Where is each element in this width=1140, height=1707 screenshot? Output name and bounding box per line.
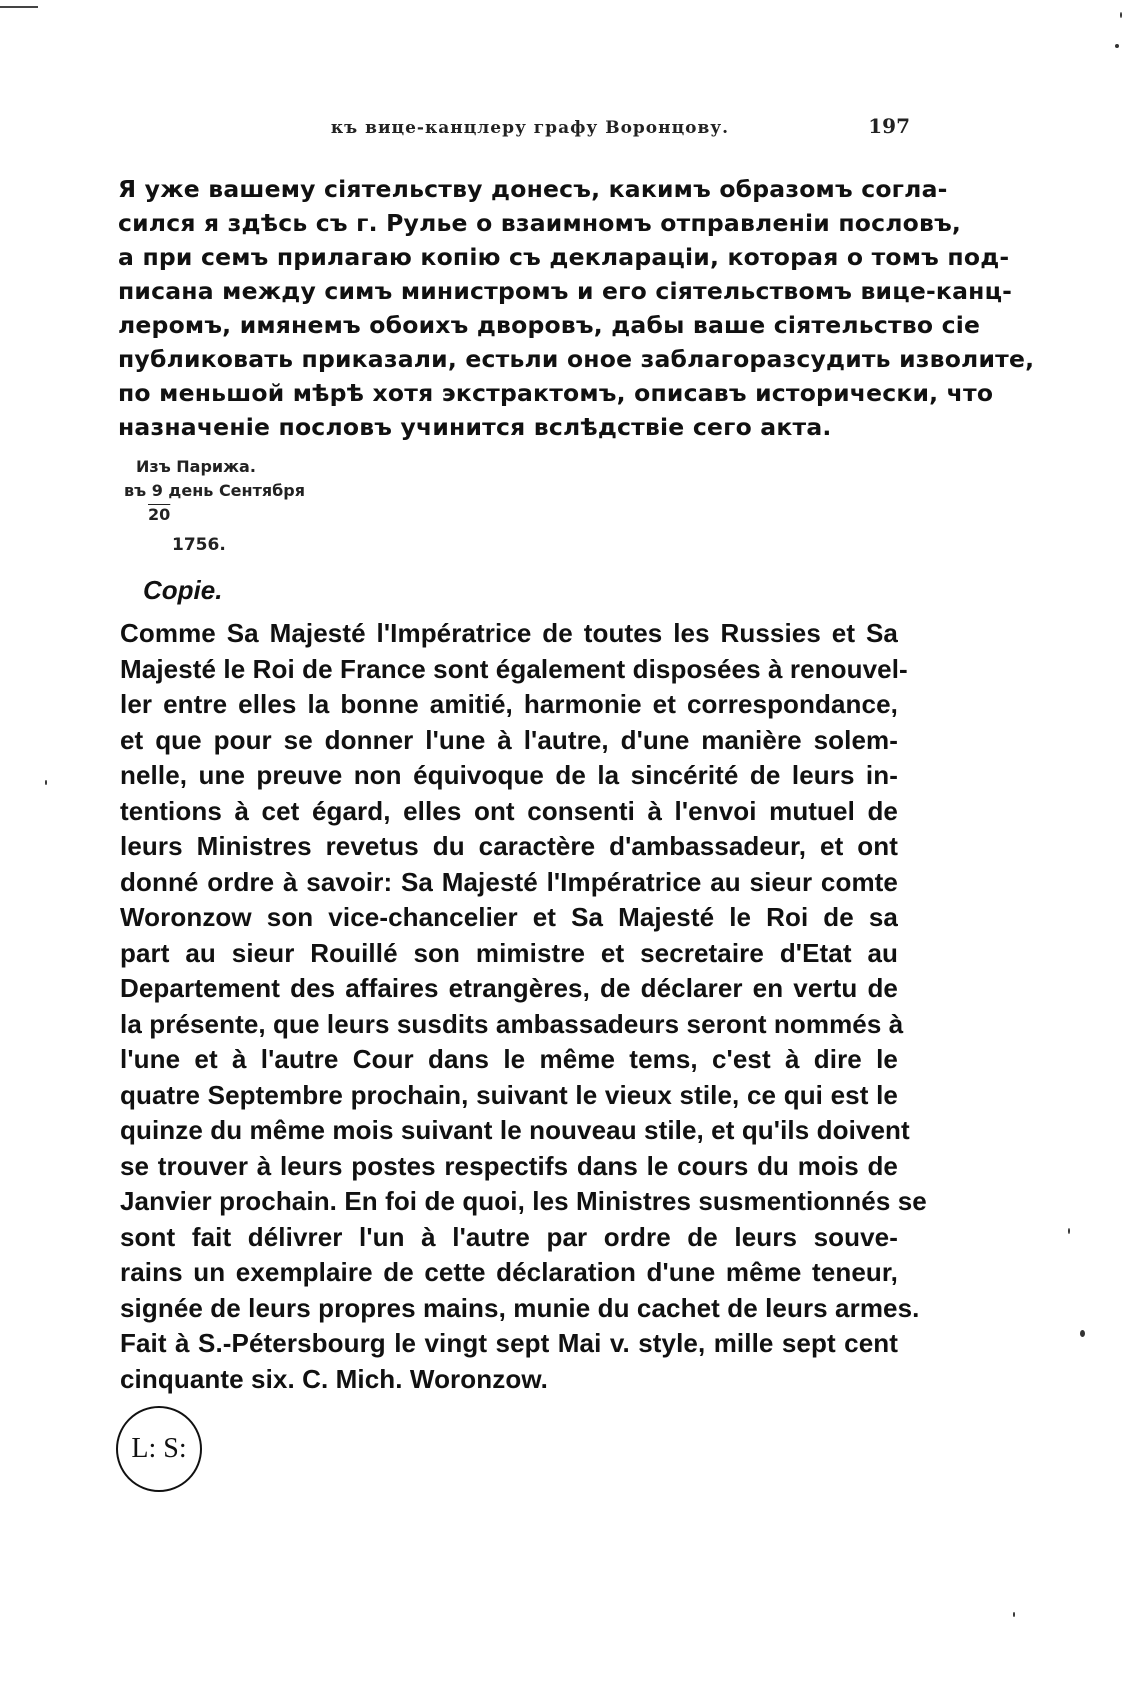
french-declaration-text — [120, 616, 927, 1397]
date-line: въ 9 день Сентября — [124, 481, 306, 500]
text-line: tentions à cet égard, elles ont consenti à l'envoi mutuel de — [120, 795, 898, 826]
text-line: Woronzow son vice-chancelier et Sa Majesté le Roi de sa — [120, 902, 898, 932]
copy-heading: Copie. — [143, 575, 223, 605]
seal-text: L: S: — [131, 1433, 187, 1464]
text-line: et que pour se donner l'une à l'autre, d'une manière solem- — [120, 724, 898, 755]
scan-speck — [1115, 44, 1119, 48]
text-line: ler entre elles la bonne amitié, harmonie et correspondance, — [120, 689, 898, 719]
seal-stamp — [116, 1406, 202, 1492]
text-line: по меньшой мѣрѣ хотя экстрактомъ, описавъ исторически, что — [118, 379, 994, 407]
top-edge-rule — [0, 6, 38, 8]
text-line: писана между симъ министромъ и его сіятельствомъ вице-канц- — [118, 277, 1013, 305]
text-line: la présente, que leurs susdits ambassadeurs seront nommés à — [120, 1008, 904, 1039]
scan-speck — [1080, 1330, 1085, 1337]
text-line: сился я здѣсь съ г. Рулье о взаимномъ отправленіи пословъ, — [118, 209, 962, 237]
text-line: se trouver à leurs postes respectifs dans le cours du mois de — [120, 1150, 898, 1181]
text-line: Я уже вашему сіятельству донесъ, какимъ образомъ согла- — [118, 175, 948, 203]
text-line: leurs Ministres revetus du caractère d'ambassadeur, et ont — [120, 831, 898, 861]
place-and-date — [124, 455, 305, 559]
text-line: signée de leurs propres mains, munie du cachet de leurs armes. — [120, 1292, 920, 1323]
text-line: rains un exemplaire de cette déclaration d'une même teneur, — [120, 1257, 898, 1287]
text-line: nelle, une preuve non équivoque de la sincérité de leurs in- — [120, 760, 898, 790]
russian-letter-text — [118, 172, 1035, 444]
scan-speck — [45, 780, 47, 785]
text-line: quatre Septembre prochain, suivant le vieux stile, ce qui est le — [120, 1079, 898, 1110]
text-line: sont fait délivrer l'un à l'autre par ordre de leurs souve- — [120, 1221, 898, 1252]
text-line: Janvier prochain. En foi de quoi, les Ministres susmentionnés se — [120, 1186, 927, 1216]
year-line: 1756. — [172, 535, 226, 555]
text-line: cinquante six. C. Mich. Woronzow. — [120, 1363, 548, 1394]
text-line: donné ordre à savoir: Sa Majesté l'Impératrice au sieur comte — [120, 866, 898, 897]
text-line: леромъ, имянемъ обоихъ дворовъ, дабы ваше сіятельство сіе — [118, 311, 981, 339]
new-style-day: 20 — [148, 505, 171, 524]
text-line: quinze du même mois suivant le nouveau stile, et qu'ils doivent — [120, 1115, 910, 1145]
text-line: публиковать приказали, естьли оное заблагоразсудить изволите, — [118, 345, 1035, 373]
text-line: l'une et à l'autre Cour dans le même tems, c'est à dire le — [120, 1044, 898, 1074]
running-head: къ вице-канцлеру графу Воронцову. — [330, 118, 730, 138]
text-line: part au sieur Rouillé son mimistre et secretaire d'Etat au — [120, 937, 898, 968]
text-line: Fait à S.-Pétersbourg le vingt sept Mai v. style, mille sept cent — [120, 1328, 898, 1358]
scan-speck — [1068, 1228, 1070, 1234]
scan-speck — [1013, 1612, 1015, 1617]
scan-speck — [1120, 12, 1122, 18]
page-number: 197 — [868, 114, 910, 138]
text-line: а при семъ прилагаю копію съ деклараціи, которая о томъ под- — [118, 243, 1010, 271]
text-line: Departement des affaires etrangères, de déclarer en vertu de — [120, 973, 898, 1003]
place-line: Изъ Парижа. — [136, 457, 256, 476]
text-line: назначеніе пословъ учинится вслѣдствіе сего акта. — [118, 413, 832, 441]
text-line: Majesté le Roi de France sont également disposées à renouvel- — [120, 653, 908, 684]
text-line: Comme Sa Majesté l'Impératrice de toutes les Russies et Sa — [120, 618, 898, 648]
